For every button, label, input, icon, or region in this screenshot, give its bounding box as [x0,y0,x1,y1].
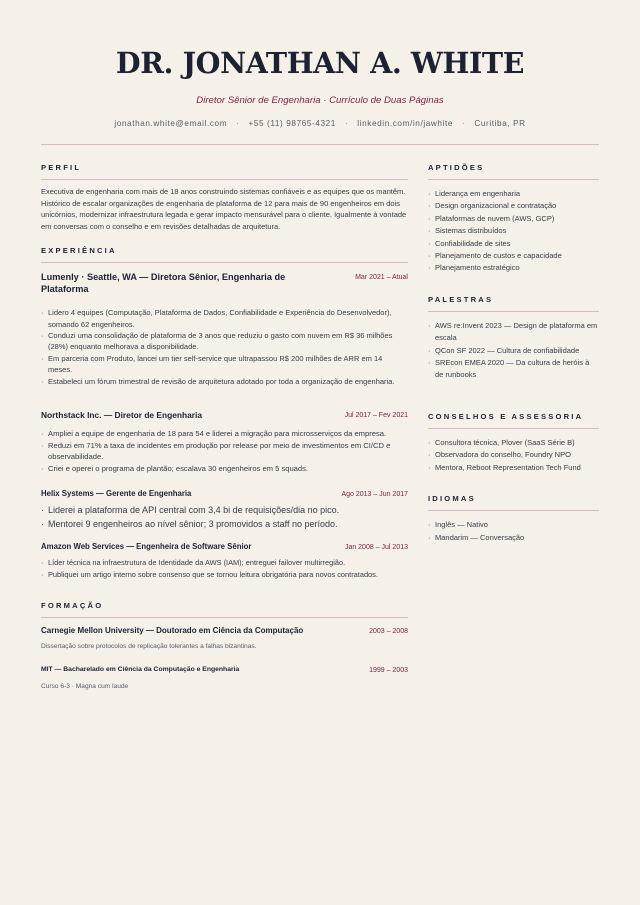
list-item: · Publiquei um artigo interno sobre consenso que se tornou leitura obrigatória para novos contratados. [41,569,408,581]
job-entry [41,489,408,531]
job-date: Jan 2008 – Jul 2013 [344,543,408,551]
section-divider [428,428,599,429]
side-column [428,163,599,544]
list-item: · Design organizacional e contratação [428,200,599,212]
list-item: · Mandarim — Conversação [428,532,599,544]
list-item: · Observadora do conselho, Foundry NPO [428,449,599,461]
job-entry [41,272,408,387]
list-item: · Mentorei 9 engenheiros ao nível sênior; 3 promovidos a staff no período. [41,518,408,532]
list-item: · Estabeleci um fórum trimestral de revisão de arquitetura adotado por toda a organização de engenharia. [41,376,408,387]
contact-linkedin: linkedin.com/in/jawhite [357,119,454,128]
job-date: Mar 2021 – Atual [355,274,408,282]
section-divider [428,510,599,511]
job-bullets [41,428,408,474]
list-item: · SREcon EMEA 2020 — Da cultura de heróis à de runbooks [428,357,599,382]
job-bullets [41,504,408,531]
list-item: · Lidero 4 equipes (Computação, Plataforma de Dados, Confiabilidade e Experiência do Desenvolvedor), somando 62 engenheiros. [41,307,408,330]
education-entry [41,665,408,691]
experience-section [41,246,408,580]
list-item: · QCon SF 2022 — Cultura de confiabilidade [428,345,599,357]
resume-header [41,44,599,129]
education-section [41,601,408,691]
list-item: · Sistemas distribuídos [428,225,599,237]
section-title: IDIOMAS [428,494,476,504]
list-item: · Liderei a plataforma de API central com 3,4 bi de requisições/dia no pico. [41,504,408,518]
education-title: MIT — Bacharelado em Ciência da Computação e Engenharia [41,665,240,673]
contact-separator: · [462,119,466,128]
section-title: APTIDÕES [428,163,485,172]
list-item: · Inglês — Nativo [428,519,599,531]
header-divider [41,144,599,145]
talks-list [428,320,599,382]
languages-list [428,519,599,544]
education-note: Curso 6-3 · Magna cum laude [41,682,129,690]
education-title: Carnegie Mellon University — Doutorado em Ciência da Computação [41,625,304,635]
job-entry [41,410,408,474]
job-date: Ago 2013 – Jun 2017 [341,491,408,499]
section-divider [41,179,408,180]
job-date: Jul 2017 – Fev 2021 [344,412,408,420]
list-item: · AWS re:Invent 2023 — Design de plataforma em escala [428,320,599,345]
list-item: · Criei e operei o programa de plantão; escalava 30 engenheiros em 5 squads. [41,463,408,475]
list-item: · Mentora, Reboot Representation Tech Fund [428,462,599,474]
contact-line [41,118,599,129]
list-item: · Consultora técnica, Plover (SaaS Série B) [428,437,599,449]
job-title: Northstack Inc. — Diretor de Engenharia [41,410,203,421]
resume-subtitle: Diretor Sênior de Engenharia · Currículo de Duas Páginas [196,95,444,106]
list-item: · Confiabilidade de sites [428,238,599,250]
list-item: · Líder técnica na infraestrutura de Identidade da AWS (IAM); entreguei failover multirregião. [41,557,408,569]
profile-summary: Executiva de engenharia com mais de 18 anos construindo sistemas confiáveis e as equipes que os mantêm. Histórico de escalar organizações de engenharia de plataforma de 12 para mais de 90 engenheiros em dois unicórnios, modernizar infraestrutura legada e gerar impacto mensurável para o cliente. Igualmente à vontade em conversas com o conselho e em revisões detalhadas de arquitetura. [41,187,407,231]
job-title: Helix Systems — Gerente de Engenharia [41,489,192,499]
boards-list [428,437,599,474]
section-divider [41,262,408,263]
section-title: PERFIL [41,163,82,172]
list-item: · Planejamento estratégico [428,262,599,274]
talks-section [428,295,599,382]
education-note: Dissertação sobre protocolos de replicação tolerantes a falhas bizantinas. [41,642,257,650]
job-title: Lumenly · Seattle, WA — Diretora Sênior, Engenharia de Plataforma [41,272,286,294]
section-title: FORMAÇÃO [41,600,104,610]
contact-separator: · [236,119,240,128]
education-date: 2003 – 2008 [369,627,408,635]
languages-section [428,494,599,544]
job-title: Amazon Web Services — Engenheira de Software Sênior [41,541,252,551]
main-column [41,163,408,691]
list-item: · Reduzi em 71% a taxa de incidentes em produção por release por meio de investimentos em CI/CD e observabilidade. [41,440,408,463]
candidate-name: DR. JONATHAN A. WHITE [115,46,525,80]
boards-section [428,412,599,474]
list-item: · Em parceria com Produto, lancei um tier self-service que ultrapassou R$ 200 milhões de ARR em 14 meses. [41,353,408,376]
list-item: · Plataformas de nuvem (AWS, GCP) [428,213,599,225]
job-bullets [41,557,408,581]
job-entry [41,542,408,581]
profile-section [41,163,408,232]
list-item: · Conduzi uma consolidação de plataforma de 3 anos que reduziu o gasto com nuvem em R$ 36 milhões (28%) enquanto melhorava a disponibilidade. [41,330,408,353]
list-item: · Planejamento de custos e capacidade [428,250,599,262]
education-entry [41,626,408,651]
section-title: PALESTRAS [428,294,494,304]
job-bullets [41,307,408,387]
skills-list [428,188,599,275]
section-divider [41,617,408,618]
list-item: · Ampliei a equipe de engenharia de 18 para 54 e liderei a migração para microsserviços da empresa. [41,428,408,440]
section-title: EXPERIÊNCIA [41,246,117,256]
contact-phone: +55 (11) 98765-4321 [248,119,336,128]
section-divider [428,311,599,312]
education-date: 1999 – 2003 [369,666,408,674]
contact-email: jonathan.white@email.com [114,119,228,128]
section-title: CONSELHOS E ASSESSORIA [428,411,584,421]
contact-location: Curitiba, PR [474,119,526,128]
list-item: · Liderança em engenharia [428,188,599,200]
section-divider [428,179,599,180]
contact-separator: · [344,119,349,128]
skills-section [428,163,599,275]
